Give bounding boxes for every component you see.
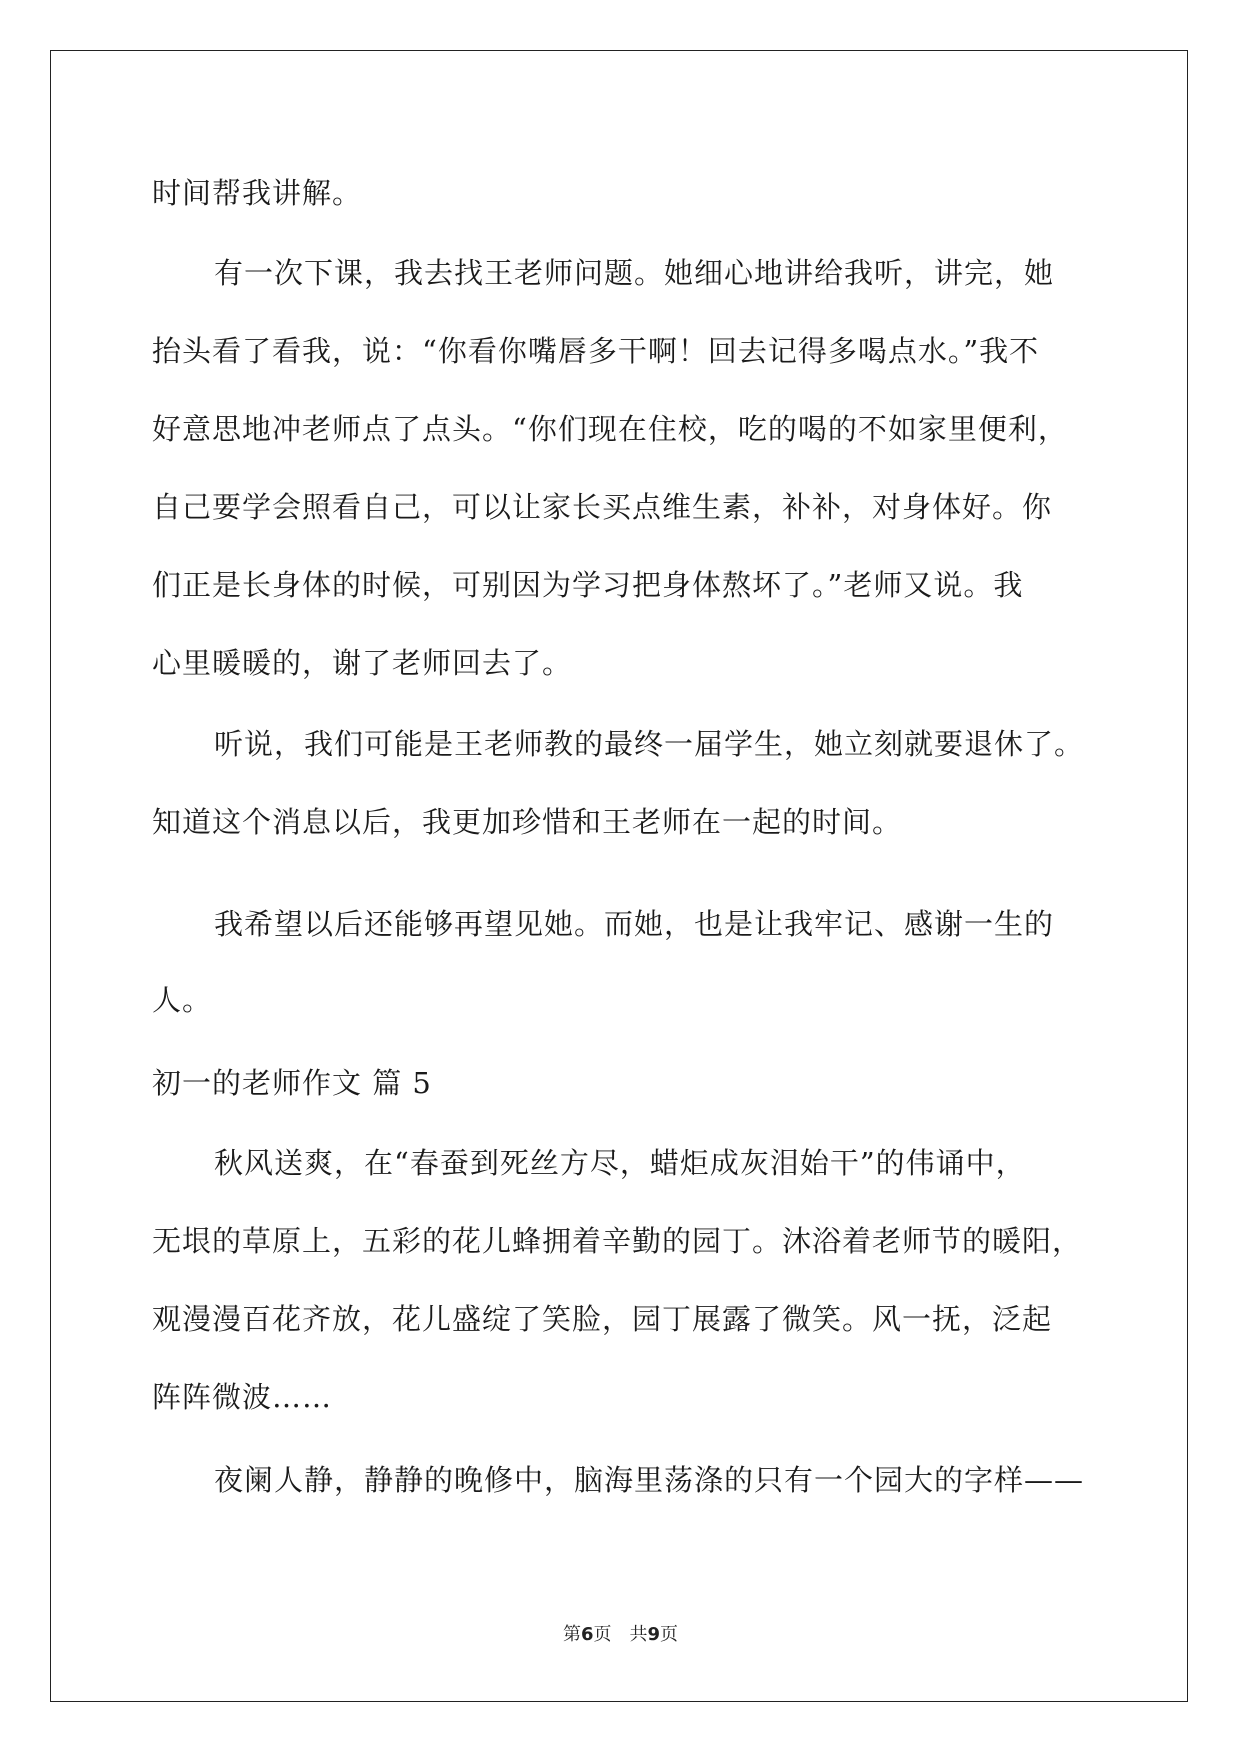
section-heading: 初一的老师作文 篇 5 [152,1066,432,1100]
text-line: 阵阵微波…… [152,1380,333,1414]
text-line: 心里暖暖的，谢了老师回去了。 [152,646,573,680]
total-suffix: 页 [660,1624,679,1645]
page-footer [0,1623,1241,1647]
text-line: 我希望以后还能够再望见她。而她，也是让我牢记、感谢一生的 [214,907,1055,941]
text-line: 时间帮我讲解。 [152,176,363,210]
page-number: 6 [580,1624,594,1645]
text-line: 有一次下课，我去找王老师问题。她细心地讲给我听，讲完，她 [214,256,1055,290]
page-suffix: 页 [593,1624,612,1645]
total-pages: 9 [647,1624,661,1645]
text-line: 无垠的草原上，五彩的花儿蜂拥着辛勤的园丁。沐浴着老师节的暖阳， [152,1224,1083,1258]
total-prefix: 共 [629,1624,648,1645]
page-prefix: 第 [562,1624,581,1645]
text-line: 人。 [152,983,213,1017]
text-line: 抬头看了看我，说：“你看你嘴唇多干啊！回去记得多喝点水。”我不 [152,334,1040,368]
text-line: 听说，我们可能是王老师教的最终一届学生，她立刻就要退休了。 [214,727,1085,761]
text-line: 夜阑人静，静静的晚修中，脑海里荡涤的只有一个园大的字样—— [214,1463,1085,1497]
text-line: 观漫漫百花齐放，花儿盛绽了笑脸，园丁展露了微笑。风一抚，泛起 [152,1302,1053,1336]
text-line: 们正是长身体的时候，可别因为学习把身体熬坏了。”老师又说。我 [152,568,1024,602]
text-line: 知道这个消息以后，我更加珍惜和王老师在一起的时间。 [152,805,903,839]
page-border [50,50,1188,1702]
text-line: 自己要学会照看自己，可以让家长买点维生素，补补，对身体好。你 [152,490,1053,524]
text-line: 好意思地冲老师点了点头。“你们现在住校，吃的喝的不如家里便利， [152,412,1068,446]
text-line: 秋风送爽，在“春蚕到死丝方尽，蜡炬成灰泪始干”的伟诵中， [214,1146,1026,1180]
